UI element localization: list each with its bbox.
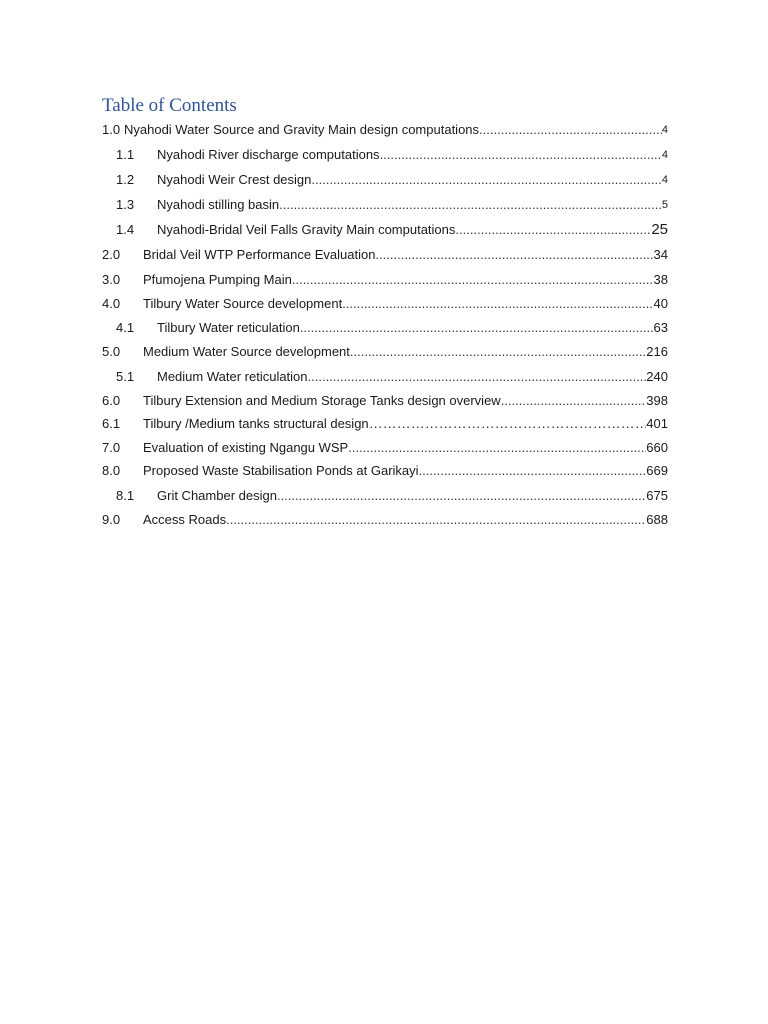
toc-entry-number: 2.0 xyxy=(102,247,121,262)
toc-entry-title: Medium Water reticulation xyxy=(157,369,308,384)
toc-leader-dots xyxy=(369,415,647,432)
toc-entry-page: 240 xyxy=(646,369,668,384)
toc-heading: Table of Contents xyxy=(102,95,237,116)
toc-entry-number: 4.0 xyxy=(102,296,121,311)
toc-entry-title: Nyahodi-Bridal Veil Falls Gravity Main computations xyxy=(157,222,456,237)
toc-entry-number: 8.0 xyxy=(102,463,121,478)
toc-entry-number: 1.1 xyxy=(116,147,135,162)
toc-entry[interactable] xyxy=(102,510,668,528)
toc-entry[interactable] xyxy=(102,438,668,456)
toc-entry-page: 4 xyxy=(661,149,668,161)
toc-entry[interactable] xyxy=(102,391,668,409)
toc-entry-page: 25 xyxy=(651,221,668,238)
toc-entry-number: 5.1 xyxy=(116,369,135,384)
toc-entry-number: 3.0 xyxy=(102,272,121,287)
toc-entry[interactable] xyxy=(116,367,668,385)
toc-leader-dots xyxy=(348,440,646,456)
toc-entry[interactable] xyxy=(116,486,668,504)
toc-entry-number: 5.0 xyxy=(102,344,121,359)
toc-leader-dots xyxy=(375,247,653,263)
toc-leader-dots xyxy=(292,272,654,288)
toc-entry-title: Bridal Veil WTP Performance Evaluation xyxy=(143,247,376,262)
toc-entry-number: 1.0 xyxy=(102,122,121,137)
toc-entry[interactable] xyxy=(116,195,668,213)
toc-leader-dots xyxy=(277,488,646,504)
toc-entry-title: Nyahodi River discharge computations xyxy=(157,147,380,162)
toc-leader-dots xyxy=(300,320,654,336)
toc-leader-dots xyxy=(455,222,651,238)
toc-entry[interactable] xyxy=(102,270,668,288)
toc-entry[interactable] xyxy=(102,245,668,263)
toc-leader-dots xyxy=(380,147,662,163)
toc-entry-page: 688 xyxy=(646,512,668,527)
toc-entry-page: 5 xyxy=(661,199,668,211)
toc-entry-title: Access Roads xyxy=(143,512,227,527)
toc-leader-dots xyxy=(419,463,647,479)
toc-entry-page: 34 xyxy=(653,247,668,262)
toc-entry-title: Nyahodi stilling basin xyxy=(157,197,280,212)
toc-entry[interactable] xyxy=(116,170,668,188)
toc-entry[interactable] xyxy=(116,318,668,336)
toc-entry-title: Tilbury Water reticulation xyxy=(157,320,300,335)
toc-entry-page: 40 xyxy=(653,296,668,311)
toc-entry-number: 8.1 xyxy=(116,488,135,503)
toc-entry[interactable] xyxy=(116,220,668,238)
toc-entry-page: 398 xyxy=(646,393,668,408)
toc-leader-dots xyxy=(311,172,661,188)
toc-entry-page: 669 xyxy=(646,463,668,478)
toc-leader-dots xyxy=(479,122,662,138)
toc-entry[interactable] xyxy=(116,145,668,163)
toc-entry-page: 4 xyxy=(661,174,668,186)
toc-entry[interactable] xyxy=(102,414,668,432)
toc-entry-title: Evaluation of existing Ngangu WSP xyxy=(143,440,349,455)
toc-entry-page: 675 xyxy=(646,488,668,503)
toc-entry-title: Nyahodi Water Source and Gravity Main design computations xyxy=(124,122,480,137)
toc-entry-title: Proposed Waste Stabilisation Ponds at Garikayi xyxy=(143,463,419,478)
toc-entry[interactable] xyxy=(102,461,668,479)
toc-leader-dots xyxy=(342,296,653,312)
toc-entry-title: Pfumojena Pumping Main xyxy=(143,272,292,287)
toc-entry-title: Tilbury Extension and Medium Storage Tanks design overview xyxy=(143,393,501,408)
toc-entry-page: 660 xyxy=(646,440,668,455)
toc-entry-title: Nyahodi Weir Crest design xyxy=(157,172,312,187)
toc-leader-dots xyxy=(279,197,662,213)
toc-entry-number: 4.1 xyxy=(116,320,135,335)
toc-entry-number: 6.1 xyxy=(102,416,121,431)
toc-entry-number: 7.0 xyxy=(102,440,121,455)
toc-entry-number: 1.2 xyxy=(116,172,135,187)
toc-entry-number: 1.4 xyxy=(116,222,135,237)
toc-entry-title: Grit Chamber design xyxy=(157,488,277,503)
toc-entry[interactable] xyxy=(102,294,668,312)
toc-leader-dots xyxy=(226,512,646,528)
toc-entry-page: 38 xyxy=(653,272,668,287)
toc-entry-number: 1.3 xyxy=(116,197,135,212)
toc-entry-page: 216 xyxy=(646,344,668,359)
toc-entry-title: Tilbury Water Source development xyxy=(143,296,343,311)
toc-leader-dots xyxy=(308,369,647,385)
toc-leader-dots xyxy=(501,393,647,409)
toc-leader-dots xyxy=(350,344,646,360)
toc-entry-page: 4 xyxy=(661,124,668,136)
toc-entry-title: Tilbury /Medium tanks structural design xyxy=(143,416,369,431)
toc-entry-number: 9.0 xyxy=(102,512,121,527)
toc-entry[interactable] xyxy=(102,342,668,360)
toc-entry-number: 6.0 xyxy=(102,393,121,408)
toc-entry-page: 63 xyxy=(653,320,668,335)
toc-entry[interactable] xyxy=(102,120,668,138)
toc-entry-page: 401 xyxy=(646,416,668,431)
toc-entry-title: Medium Water Source development xyxy=(143,344,350,359)
